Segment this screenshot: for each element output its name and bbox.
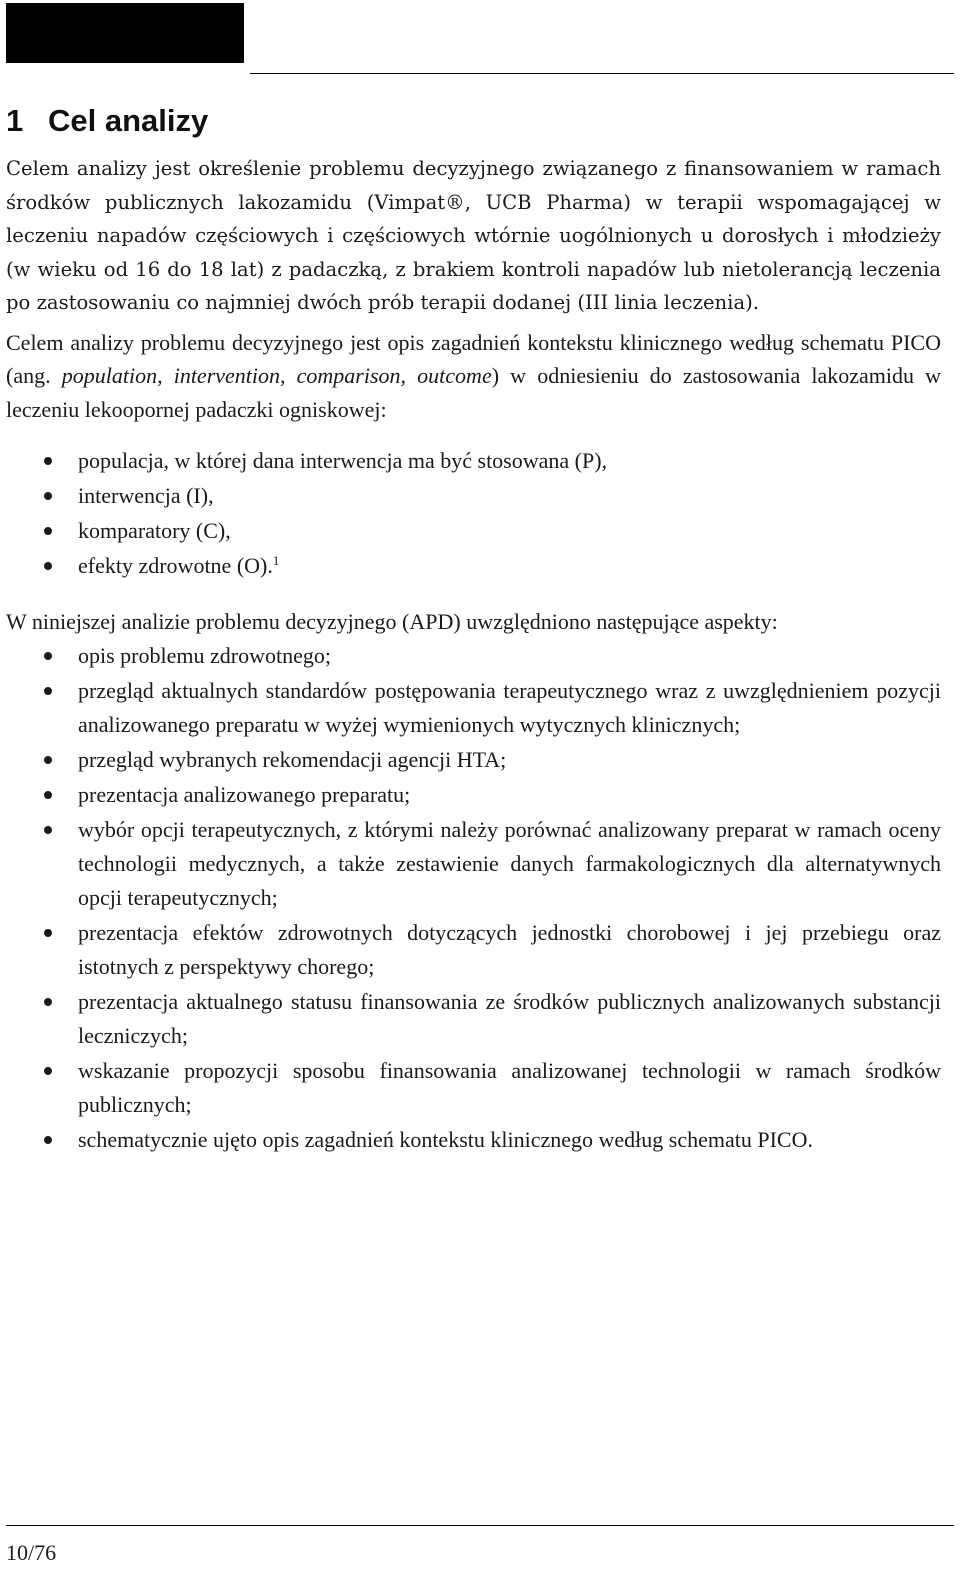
document-page <box>6 100 941 1158</box>
footer-rule <box>6 1525 954 1526</box>
pico-paragraph <box>6 326 941 427</box>
footnote-marker: 1 <box>272 553 280 568</box>
pico-text-after: ) w odniesieniu do zastosowania lakozamidu w leczeniu lekoopornej padaczki ogniskowej: <box>6 363 941 422</box>
pico-list <box>6 444 941 583</box>
aspect-item: wybór opcji terapeutycznych, z którymi należy porównać analizowany preparat w ramach oceny technologii medycznych, a także zestawienie danych farmakologicznych dla alternatywnych opcji terapeutycznych; <box>6 813 941 915</box>
aspect-item: schematycznie ujęto opis zagadnień kontekstu klinicznego według schematu PICO. <box>6 1123 941 1157</box>
pico-list-item-text: efekty zdrowotne (O). <box>78 553 273 578</box>
pico-text-italic: population, intervention, comparison, outcome <box>61 363 492 388</box>
section-title: Cel analizy <box>48 103 209 138</box>
pico-list-item: interwencja (I), <box>6 479 941 513</box>
section-heading <box>6 100 941 142</box>
intro-paragraph: Celem analizy jest określenie problemu decyzyjnego związanego z finansowaniem w ramach środków publicznych lakozamidu (Vimpat®, UCB Pharma) w terapii wspomagającej w leczeniu napadów częściowych i częściowych wtórnie uogólnionych u dorosłych i młodzieży (w wieku od 16 do 18 lat) z padaczką, z brakiem kontroli napadów lub nietolerancją leczenia po zastosowaniu co najmniej dwóch prób terapii dodanej (III linia leczenia). <box>6 157 941 314</box>
section-number: 1 <box>6 103 24 138</box>
aspect-item: opis problemu zdrowotnego; <box>6 639 941 673</box>
aspect-item: przegląd wybranych rekomendacji agencji HTA; <box>6 743 941 777</box>
aspect-item: prezentacja aktualnego statusu finansowania ze środków publicznych analizowanych substancji leczniczych; <box>6 985 941 1053</box>
aspects-intro: W niniejszej analizie problemu decyzyjnego (APD) uwzględniono następujące aspekty: <box>6 609 778 634</box>
header-rule <box>250 73 954 74</box>
aspect-item: przegląd aktualnych standardów postępowania terapeutycznego wraz z uwzględnieniem pozycji analizowanego preparatu w wyżej wymienionych wytycznych klinicznych; <box>6 674 941 742</box>
pico-list-item <box>6 549 941 583</box>
aspects-list <box>6 639 941 1157</box>
aspect-item: prezentacja analizowanego preparatu; <box>6 778 941 812</box>
aspect-item: prezentacja efektów zdrowotnych dotyczących jednostki chorobowej i jej przebiegu oraz istotnych z perspektywy chorego; <box>6 916 941 984</box>
pico-list-item: komparatory (C), <box>6 514 941 548</box>
page-number: 10/76 <box>6 1540 57 1565</box>
pico-list-item: populacja, w której dana interwencja ma być stosowana (P), <box>6 444 941 478</box>
aspect-item: wskazanie propozycji sposobu finansowania analizowanej technologii w ramach środków publicznych; <box>6 1054 941 1122</box>
redacted-header-block <box>6 3 244 63</box>
pico-text-before: Celem analizy problemu decyzyjnego jest opis zagadnień kontekstu klinicznego według schematu PICO (ang. <box>6 329 941 388</box>
